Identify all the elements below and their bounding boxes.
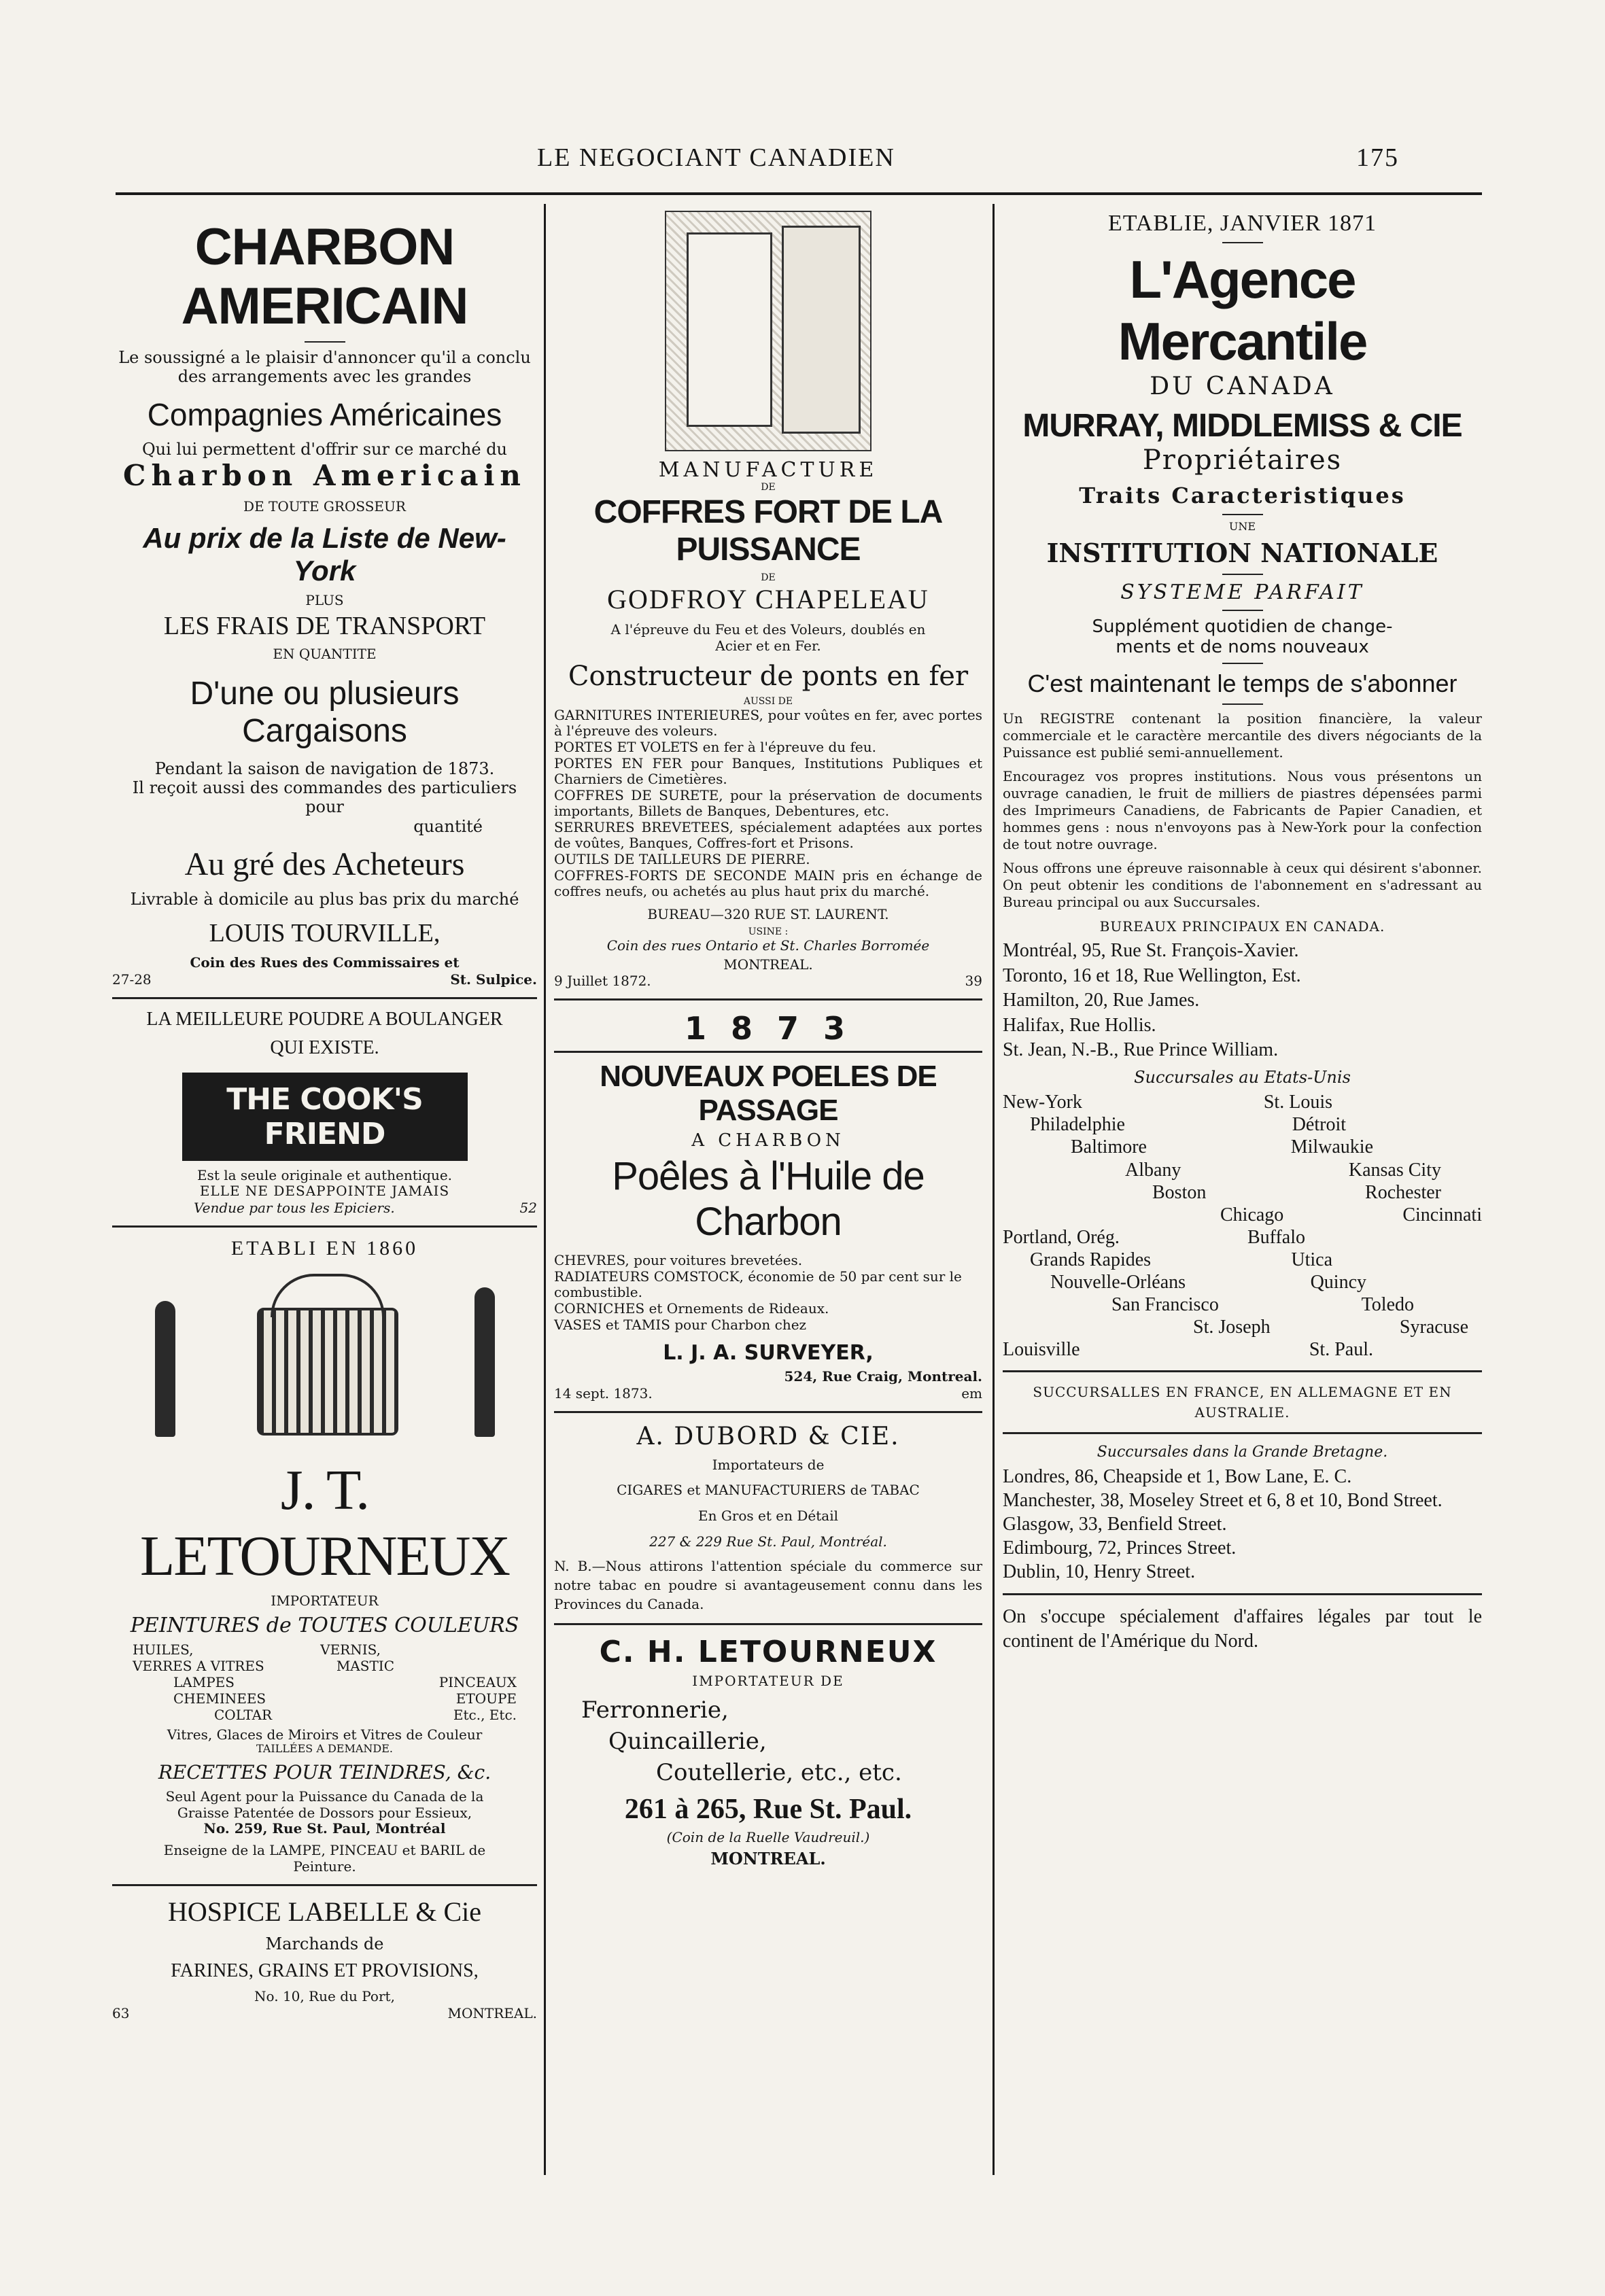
advertiser-name: J. T. LETOURNEUX	[139, 1459, 510, 1588]
address: No. 259, Rue St. Paul, Montréal	[203, 1820, 446, 1837]
text-line: FARINES, GRAINS ET PROVISIONS,	[171, 1960, 479, 1982]
city: Rochester	[1365, 1181, 1441, 1203]
ad-title: NOUVEAUX POELES DE PASSAGE	[600, 1060, 937, 1128]
office: Edimbourg, 72, Princes Street.	[1003, 1537, 1237, 1559]
text-line: GARNITURES INTERIEURES, pour voûtes en fer, avec portes à l'épreuve des voleurs.	[554, 706, 982, 740]
ad-ref: em	[961, 1385, 982, 1402]
text-line: des arrangements avec les grandes	[177, 367, 472, 387]
text-line: Vitres, Glaces de Miroirs et Vitres de Couleur	[167, 1726, 483, 1743]
text-line: En Gros et en Détail	[698, 1507, 838, 1524]
text-line: Est la seule originale et authentique.	[196, 1166, 453, 1183]
heading: PEINTURES de TOUTES COULEURS	[130, 1613, 519, 1637]
text-line: USINE :	[748, 926, 789, 938]
text-line: PLUS	[305, 591, 344, 608]
ad-title: L'Agence Mercantile	[1118, 249, 1367, 371]
text-line: CORNICHES et Ornements de Rideaux.	[554, 1300, 829, 1317]
city: Louisville	[1003, 1338, 1080, 1360]
ad-coffres-fort	[554, 211, 982, 989]
city: Portland, Orég.	[1003, 1226, 1120, 1248]
heading: C'est maintenant le temps de s'abonner	[1027, 669, 1457, 697]
paragraph: Un REGISTRE contenant la position financière, la valeur commerciale et le caractère mercantile des divers négociants de la Puissance est publié semi-annuellement.	[1003, 710, 1482, 761]
address: St. Sulpice.	[450, 971, 537, 988]
text-line: Le soussigné a le plaisir d'annoncer qu'il a conclu	[118, 348, 531, 367]
running-head: LE NEGOCIANT CANADIEN	[537, 143, 895, 172]
heading: Poêles à l'Huile de Charbon	[612, 1154, 925, 1245]
paint-can-illustration	[135, 1274, 515, 1444]
heading: D'une ou plusieurs Cargaisons	[190, 675, 460, 749]
heading: Charbon Americain	[123, 458, 526, 492]
text-line: Enseigne de la LAMPE, PINCEAU et BARIL de	[163, 1841, 486, 1858]
text-line: ETABLI EN 1860	[230, 1237, 419, 1260]
product-item: VERRES A VITRES	[133, 1657, 264, 1674]
text-line: TAILLÉES A DEMANDE.	[256, 1742, 393, 1756]
text-line: SERRURES BREVETEES, spécialement adaptées aux portes de voûtes, Banques, Coffres-fort et Prisons.	[554, 818, 982, 852]
column-3	[1003, 204, 1482, 1654]
text-line: Marchands de	[265, 1934, 384, 1954]
city: Syracuse	[1399, 1316, 1468, 1338]
text-line: ments et de noms nouveaux	[1116, 636, 1369, 657]
text-line: CHEVRES, pour voitures brevetées.	[554, 1252, 803, 1269]
text-line: Propriétaires	[1142, 445, 1343, 476]
text-line: EN QUANTITE	[273, 646, 377, 663]
city: Nouvelle-Orléans	[1050, 1271, 1186, 1293]
ad-agence-mercantile	[1003, 211, 1482, 1654]
city: Détroit	[1292, 1114, 1346, 1136]
heading: MURRAY, MIDDLEMISS & CIE	[1022, 408, 1462, 444]
text-line: RECETTES POUR TEINDRES, &c.	[158, 1761, 491, 1784]
column-divider-1	[544, 204, 546, 2175]
text-line: IMPORTATEUR DE	[692, 1673, 844, 1690]
city: Chicago	[1220, 1204, 1284, 1225]
advertiser-name: L. J. A. SURVEYER,	[663, 1341, 874, 1366]
advertiser-name: LOUIS TOURVILLE,	[209, 919, 441, 948]
column-2	[554, 204, 982, 1869]
text-line: Coutellerie, etc., etc.	[656, 1758, 902, 1786]
ad-ref: 39	[965, 973, 982, 990]
ad-ref: 52	[519, 1200, 537, 1217]
heading: Compagnies Américaines	[147, 396, 502, 432]
heading: INSTITUTION NATIONALE	[1046, 537, 1438, 568]
ad-cooks-friend	[112, 1009, 537, 1216]
city: Grands Rapides	[1030, 1249, 1152, 1270]
text-line: Peinture.	[293, 1858, 356, 1875]
text-line: Il reçoit aussi des commandes des particuliers pour	[132, 778, 517, 817]
ad-title: CHARBON AMERICAIN	[181, 218, 468, 335]
address: 524, Rue Craig, Montreal.	[784, 1368, 982, 1385]
address: 261 à 265, Rue St. Paul.	[624, 1793, 912, 1825]
city: MONTREAL.	[710, 1849, 826, 1869]
text-line: Acier et en Fer.	[715, 637, 821, 654]
text-line: Livrable à domicile au plus bas prix du marché	[130, 889, 519, 909]
city: Buffalo	[1247, 1226, 1305, 1248]
text-line: OUTILS DE TAILLEURS DE PIERRE.	[554, 851, 810, 868]
address: BUREAU—320 RUE ST. LAURENT.	[647, 905, 889, 922]
text-line: PORTES ET VOLETS en fer à l'épreuve du feu.	[554, 738, 876, 755]
city: St. Joseph	[1193, 1316, 1271, 1338]
header-rule	[116, 192, 1482, 195]
city: Boston	[1152, 1181, 1207, 1203]
text-line: Pendant la saison de navigation de 1873.	[154, 759, 495, 778]
paragraph: On s'occupe spécialement d'affaires légales par tout le continent de l'Amérique du Nord.	[1003, 1605, 1482, 1652]
product-item: COLTAR	[214, 1706, 273, 1723]
heading: Au prix de la Liste de New-York	[143, 521, 506, 587]
city: Baltimore	[1071, 1136, 1147, 1158]
heading: Succursales au Etats-Unis	[1134, 1068, 1351, 1088]
city: Kansas City	[1348, 1159, 1441, 1181]
text-line: RADIATEURS COMSTOCK, économie de 50 par cent sur le combustible.	[554, 1268, 962, 1301]
ad-charbon	[112, 218, 537, 988]
city: New-York	[1003, 1092, 1082, 1113]
heading: MANUFACTURE	[658, 458, 878, 482]
text-line: QUI EXISTE.	[270, 1037, 379, 1058]
text-line: VASES et TAMIS pour Charbon chez	[554, 1316, 807, 1333]
text-line: IMPORTATEUR	[271, 1593, 379, 1610]
product-item: CHEMINEES	[173, 1690, 266, 1707]
paragraph: Encouragez vos propres institutions. Nous vous présentons un ouvrage canadien, le fruit de milliers de piastres dépensées parmi des Imprimeurs Canadiens, de Fabricants de Papier Canadien, et hommes gens : nous n'envoyons pas à New-York pour la confection de tout notre ouvrage.	[1003, 767, 1482, 852]
office: Halifax, Rue Hollis.	[1003, 1014, 1156, 1036]
heading: Traits Caracteristiques	[1079, 483, 1406, 508]
text-line: quantité	[413, 816, 483, 836]
product-item: ETOUPE	[455, 1690, 517, 1707]
city: MONTREAL.	[723, 956, 813, 973]
page-number: 175	[1356, 143, 1399, 172]
office: Dublin, 10, Henry Street.	[1003, 1561, 1196, 1582]
product-item: PINCEAUX	[438, 1673, 517, 1690]
product-item: HUILES,	[133, 1641, 194, 1658]
text-line: Importateurs de	[712, 1456, 825, 1473]
ad-date: 14 sept. 1873.	[554, 1385, 653, 1402]
heading: Constructeur de ponts en fer	[568, 661, 969, 693]
ad-letourneux-ch	[554, 1635, 982, 1869]
ad-ref: 63	[112, 2005, 130, 2021]
city: Toledo	[1361, 1293, 1414, 1315]
city: MONTREAL.	[447, 2005, 537, 2021]
text-line: Qui lui permettent d'offrir sur ce marché du	[141, 439, 508, 459]
city: St. Louis	[1263, 1092, 1332, 1113]
advertiser-name: GODFROY CHAPELEAU	[607, 584, 929, 615]
heading: SUCCURSALLES EN FRANCE, EN ALLEMAGNE ET EN AUSTRALIE.	[1033, 1383, 1452, 1421]
office: Hamilton, 20, Rue James.	[1003, 990, 1200, 1011]
office: Manchester, 38, Moseley Street et 6, 8 et 10, Bond Street.	[1003, 1489, 1443, 1511]
text-line: DE	[761, 482, 776, 493]
city: San Francisco	[1111, 1293, 1219, 1315]
heading: BUREAUX PRINCIPAUX EN CANADA.	[1099, 918, 1385, 935]
ad-date: 9 Juillet 1872.	[554, 973, 651, 990]
heading: Au gré des Acheteurs	[184, 846, 465, 882]
column-1	[112, 204, 537, 2021]
text-line: DE TOUTE GROSSEUR	[243, 498, 406, 515]
advertiser-name: A. DUBORD & CIE.	[636, 1422, 900, 1450]
office: Londres, 86, Cheapside et 1, Bow Lane, E. C.	[1003, 1465, 1352, 1487]
ad-ref: 27-28	[112, 971, 152, 988]
text-line: COFFRES DE SURETE, pour la préservation de documents importants, Billets de Banques, Debentures, etc.	[554, 786, 982, 820]
text-line: Vendue par tous les Epiciers.	[194, 1200, 395, 1217]
text-line: UNE	[1228, 520, 1256, 533]
text-line: ETABLIE, JANVIER 1871	[1107, 211, 1377, 236]
product-item: MASTIC	[336, 1657, 394, 1674]
text-line: CIGARES et MANUFACTURIERS de TABAC	[617, 1482, 920, 1499]
column-divider-2	[993, 204, 995, 2175]
address: Coin des Rues des Commissaires et	[190, 954, 460, 971]
office: Montréal, 95, Rue St. François-Xavier.	[1003, 940, 1299, 962]
advertiser-name: HOSPICE LABELLE & Cie	[167, 1896, 482, 1928]
text-line: PORTES EN FER pour Banques, Institutions Publiques et Charniers de Cimetières.	[554, 754, 982, 788]
address: No. 10, Rue du Port,	[254, 1988, 395, 2005]
cooks-friend-banner: THE COOK'S FRIEND	[182, 1073, 468, 1161]
text-line: DE	[761, 572, 776, 583]
heading: Succursales dans la Grande Bretagne.	[1097, 1443, 1388, 1461]
product-item: VERNIS,	[320, 1641, 381, 1658]
product-item: Etc., Etc.	[453, 1706, 517, 1723]
safe-illustration	[665, 211, 871, 451]
office: Toronto, 16 et 18, Rue Wellington, Est.	[1003, 964, 1301, 986]
text-line: DU CANADA	[1150, 372, 1335, 400]
text-line: SYSTEME PARFAIT	[1120, 580, 1364, 604]
text-line: N. B.—Nous attirons l'attention spéciale du commerce sur notre tabac en poudre si avantageusement connu dans les Provinces du Canada.	[554, 1558, 982, 1613]
ad-letourneux-jt	[112, 1237, 537, 1875]
text-line: AUSSI DE	[743, 696, 793, 708]
ad-poeles	[554, 1010, 982, 1402]
city: Albany	[1125, 1159, 1181, 1181]
city: Philadelphie	[1030, 1114, 1125, 1136]
address: 227 & 229 Rue St. Paul, Montréal.	[649, 1533, 887, 1550]
text-line: ELLE NE DESAPPOINTE JAMAIS	[199, 1183, 450, 1200]
text-line: Seul Agent pour la Puissance du Canada de la	[165, 1788, 484, 1805]
text-line: Graisse Patentée de Dossors pour Essieux,	[177, 1804, 472, 1821]
city: Cincinnati	[1402, 1204, 1482, 1225]
text-line: A l'épreuve du Feu et des Voleurs, doublés en	[610, 621, 926, 638]
year: 1 8 7 3	[684, 1010, 852, 1047]
city: Utica	[1291, 1249, 1332, 1270]
ad-hospice-labelle	[112, 1896, 537, 2021]
heading: LES FRAIS DE TRANSPORT	[163, 612, 486, 641]
paragraph: Nous offrons une épreuve raisonnable à ceux qui désirent s'abonner. On peut obtenir les conditions de l'abonnement en s'adressant au Bureau principal ou aux Succursales.	[1003, 859, 1482, 910]
address: (Coin de la Ruelle Vaudreuil.)	[666, 1828, 870, 1845]
ad-title: COFFRES FORT DE LA PUISSANCE	[593, 493, 943, 568]
advertiser-name: C. H. LETOURNEUX	[599, 1635, 937, 1670]
city: Quincy	[1310, 1271, 1366, 1293]
text-line: COFFRES-FORTS DE SECONDE MAIN pris en échange de coffres neufs, ou achetés au plus haut prix du marché.	[554, 867, 982, 900]
address: Coin des rues Ontario et St. Charles Borromée	[606, 937, 930, 954]
city: Milwaukie	[1290, 1136, 1373, 1158]
text-line: Supplément quotidien de change-	[1092, 616, 1393, 637]
ad-dubord	[554, 1423, 982, 1614]
office: St. Jean, N.-B., Rue Prince William.	[1003, 1039, 1279, 1061]
text-line: Ferronnerie,	[581, 1696, 729, 1724]
text-line: Quincaillerie,	[608, 1727, 767, 1755]
office: Glasgow, 33, Benfield Street.	[1003, 1513, 1227, 1535]
text-line: LA MEILLEURE POUDRE A BOULANGER	[146, 1008, 503, 1030]
text-line: A CHARBON	[691, 1130, 845, 1151]
city: St. Paul.	[1309, 1338, 1373, 1360]
product-item: LAMPES	[173, 1673, 235, 1690]
